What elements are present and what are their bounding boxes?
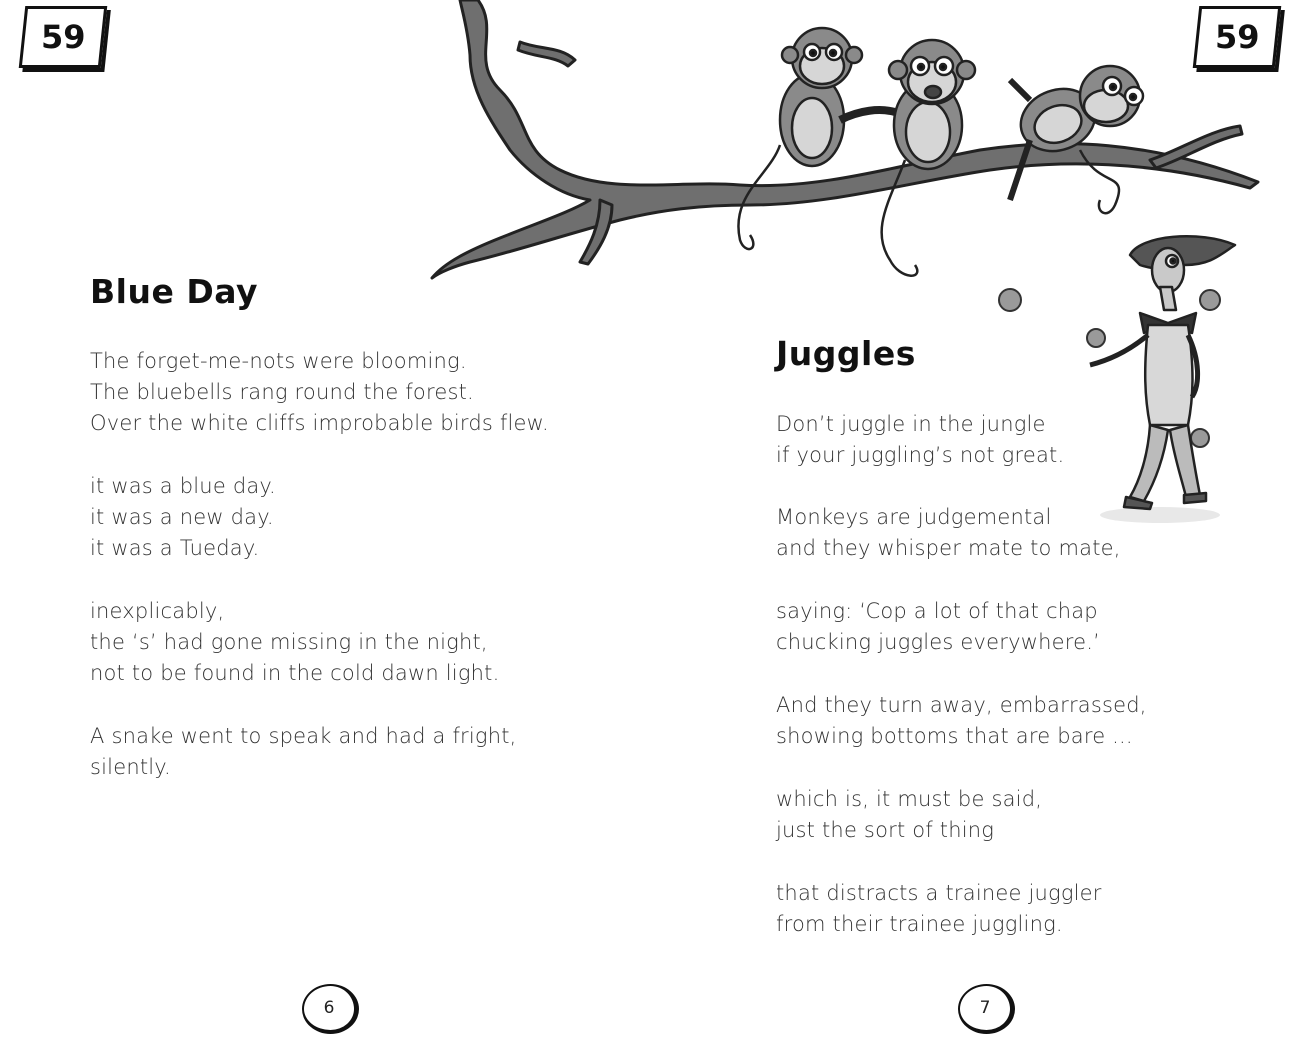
stanza xyxy=(776,409,1064,471)
poem-line: showing bottoms that are bare ... xyxy=(776,724,1133,748)
poem-line: A snake went to speak and had a fright, xyxy=(90,724,517,748)
stanza xyxy=(776,502,1121,564)
corner-badge-number: 59 xyxy=(40,18,86,56)
poem-line: Monkeys are judgemental xyxy=(776,505,1052,529)
poem-title: Blue Day xyxy=(90,272,258,311)
stanza xyxy=(776,596,1100,658)
stanza xyxy=(90,721,517,783)
poem-line: and they whisper mate to mate, xyxy=(776,536,1121,560)
corner-badge xyxy=(1193,6,1282,68)
poem-line: just the sort of thing xyxy=(776,818,995,842)
poem-line: if your juggling’s not great. xyxy=(776,443,1065,467)
poem-line: Don’t juggle in the jungle xyxy=(776,412,1046,436)
poem-line: The forget-me-nots were blooming. xyxy=(90,349,467,373)
right-page xyxy=(656,0,1312,1052)
stanza xyxy=(776,878,1102,940)
poem-line: it was a blue day. xyxy=(90,474,276,498)
poem-line: inexplicably, xyxy=(90,599,225,623)
poem-line: it was a new day. xyxy=(90,505,274,529)
poem-line: chucking juggles everywhere.’ xyxy=(776,630,1100,654)
poem-line: saying: ‘Cop a lot of that chap xyxy=(776,599,1098,623)
stanza xyxy=(90,596,499,689)
poem-line: And they turn away, embarrassed, xyxy=(776,693,1147,717)
poem-line: Over the white cliffs improbable birds flew. xyxy=(90,411,549,435)
poem-line: silently. xyxy=(90,755,171,779)
poem-line: The bluebells rang round the forest. xyxy=(90,380,474,404)
poem-line: the ‘s’ had gone missing in the night, xyxy=(90,630,488,654)
poem-line: which is, it must be said, xyxy=(776,787,1043,811)
poem-line: it was a Tueday. xyxy=(90,536,260,560)
poem-line: not to be found in the cold dawn light. xyxy=(90,661,500,685)
corner-badge-number: 59 xyxy=(1214,18,1260,56)
stanza xyxy=(90,471,276,564)
page-number-label: 6 xyxy=(323,998,335,1018)
page-number xyxy=(958,984,1015,1034)
stanza xyxy=(776,784,1042,846)
poem-title: Juggles xyxy=(776,334,916,373)
poem-line: from their trainee juggling. xyxy=(776,912,1063,936)
page-number-label: 7 xyxy=(979,998,991,1018)
corner-badge xyxy=(19,6,108,68)
poem-line: that distracts a trainee juggler xyxy=(776,881,1102,905)
page-number xyxy=(302,984,359,1034)
stanza xyxy=(90,346,549,439)
stanza xyxy=(776,690,1147,752)
